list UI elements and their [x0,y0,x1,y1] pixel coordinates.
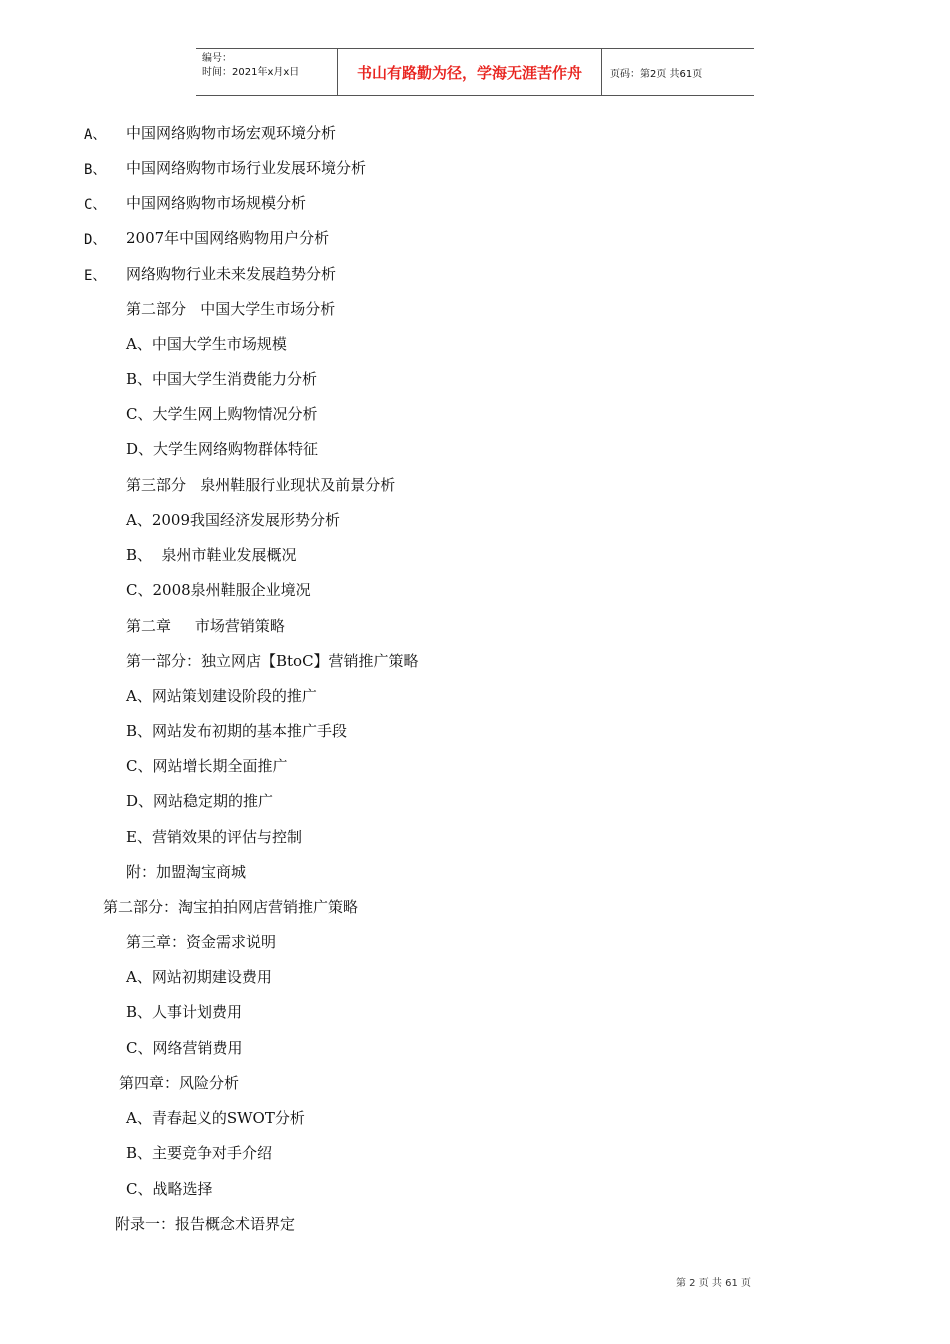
toc-chapter-heading: 第四章：风险分析 [119,1074,240,1092]
toc-item: B、主要竞争对手介绍 [126,1144,273,1162]
toc-item: A、网站初期建设费用 [126,968,272,986]
toc-section-heading: 第三部分 泉州鞋服行业现状及前景分析 [126,476,396,494]
toc-item: A、中国大学生市场规模 [126,335,287,353]
toc-chapter-heading: 第二章 市场营销策略 [126,617,285,635]
toc-item: B、网站发布初期的基本推广手段 [126,722,348,740]
header-meta [196,49,338,95]
toc-section-heading: 第一部分：独立网店【BtoC】营销推广策略 [126,652,419,670]
page-header [196,48,754,96]
toc-item-label: C、 [84,197,107,213]
toc-item-label: E、 [84,268,107,284]
toc-item-label: D、 [84,232,107,248]
toc-item: A、青春起义的SWOT分析 [126,1109,305,1127]
toc-item: D、网站稳定期的推广 [126,792,274,810]
toc-chapter-heading: 第三章：资金需求说明 [126,933,277,951]
toc-item: C、战略选择 [126,1180,213,1198]
page-footer: 第 2 页 共 61 页 [676,1278,751,1289]
toc-item: C、网络营销费用 [126,1039,243,1057]
toc-item-label: B、 [84,162,107,178]
toc-section-heading: 第二部分：淘宝拍拍网店营销推广策略 [103,898,359,916]
toc-appendix-heading: 附录一：报告概念术语界定 [115,1215,296,1233]
toc-item: B、 泉州市鞋业发展概况 [126,546,297,564]
toc-item: 中国网络购物市场行业发展环境分析 [126,159,367,177]
toc-item-label: A、 [84,127,107,143]
toc-item: B、中国大学生消费能力分析 [126,370,318,388]
header-motto: 书山有路勤为径，学海无涯苦作舟 [338,49,602,95]
toc-item: 中国网络购物市场规模分析 [126,194,307,212]
toc-item: 网络购物行业未来发展趋势分析 [126,265,337,283]
toc-item: C、大学生网上购物情况分析 [126,405,318,423]
header-page-code: 页码：第2页 共61页 [610,68,703,80]
toc-item: C、2008泉州鞋服企业境况 [126,581,311,599]
toc-item: 附：加盟淘宝商城 [126,863,247,881]
toc-item: 2007年中国网络购物用户分析 [126,229,330,247]
toc-item: 中国网络购物市场宏观环境分析 [126,124,337,142]
toc-item: D、大学生网络购物群体特征 [126,440,319,458]
toc-item: E、营销效果的评估与控制 [126,828,302,846]
toc-item: B、人事计划费用 [126,1003,243,1021]
number-label: 编号： [202,53,232,64]
time-label: 时间：2021年x月x日 [202,67,300,78]
toc-item: A、2009我国经济发展形势分析 [126,511,341,529]
toc-section-heading: 第二部分 中国大学生市场分析 [126,300,336,318]
toc-item: C、网站增长期全面推广 [126,757,288,775]
toc-item: A、网站策划建设阶段的推广 [126,687,317,705]
